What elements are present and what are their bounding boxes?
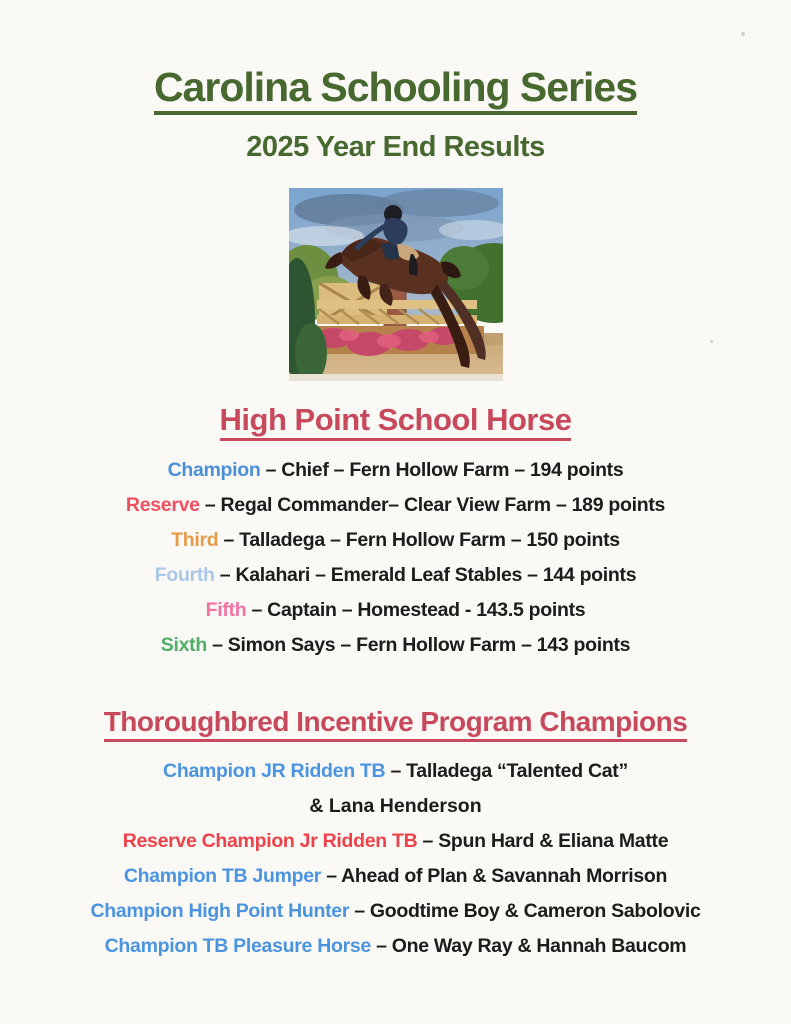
result-row <box>0 929 791 964</box>
result-text: – Captain – Homestead - 143.5 points <box>251 599 586 622</box>
horse-photo <box>289 188 503 381</box>
scan-speck <box>710 340 713 343</box>
result-row <box>0 593 791 628</box>
placing-label: Third <box>171 529 219 552</box>
scan-speck <box>741 32 745 36</box>
award-label: Champion TB Jumper <box>123 864 322 887</box>
result-row <box>0 523 791 558</box>
result-text: – Regal Commander– Clear View Farm – 189 points <box>204 494 666 517</box>
result-row <box>0 628 791 663</box>
result-row <box>0 754 791 789</box>
result-row <box>0 859 791 894</box>
award-label: Champion JR Ridden TB <box>163 759 386 782</box>
horse-jumping-illustration <box>289 188 503 381</box>
section-high-point-school-horse <box>0 381 791 663</box>
result-text: – Spun Hard & Eliana Matte <box>422 829 669 852</box>
results-list <box>0 453 791 663</box>
placing-label: Champion <box>167 459 261 482</box>
page-title: Carolina Schooling Series <box>154 66 637 115</box>
result-text: – Talladega – Fern Hollow Farm – 150 points <box>223 529 620 552</box>
section-heading: Thoroughbred Incentive Program Champions <box>104 707 688 742</box>
award-label: Reserve Champion Jr Ridden TB <box>122 829 418 852</box>
result-text: – Kalahari – Emerald Leaf Stables – 144 points <box>219 564 637 587</box>
award-label: Champion TB Pleasure Horse <box>104 934 371 957</box>
result-text: – Chief – Fern Hollow Farm – 194 points <box>265 459 624 482</box>
section-heading: High Point School Horse <box>220 403 572 441</box>
result-text: – Talladega “Talented Cat” <box>390 759 628 782</box>
result-row <box>0 488 791 523</box>
result-row <box>0 894 791 929</box>
placing-label: Reserve <box>125 494 200 517</box>
page-title-row <box>0 0 791 115</box>
result-text: – Goodtime Boy & Cameron Sabolovic <box>354 899 701 922</box>
result-text-continued: & Lana Henderson <box>309 794 482 817</box>
result-text: – Ahead of Plan & Savannah Morrison <box>326 864 668 887</box>
award-label: Champion High Point Hunter <box>90 899 350 922</box>
result-row <box>0 558 791 593</box>
result-text: – Simon Says – Fern Hollow Farm – 143 points <box>212 634 631 657</box>
result-row <box>0 453 791 488</box>
result-row <box>0 824 791 859</box>
placing-label: Fourth <box>154 564 215 587</box>
placing-label: Fifth <box>205 599 247 622</box>
result-text: – One Way Ray & Hannah Baucom <box>376 934 687 957</box>
page-subtitle: 2025 Year End Results <box>246 131 545 164</box>
placing-label: Sixth <box>160 634 207 657</box>
results-list <box>0 754 791 964</box>
section-thoroughbred-incentive <box>0 663 791 964</box>
